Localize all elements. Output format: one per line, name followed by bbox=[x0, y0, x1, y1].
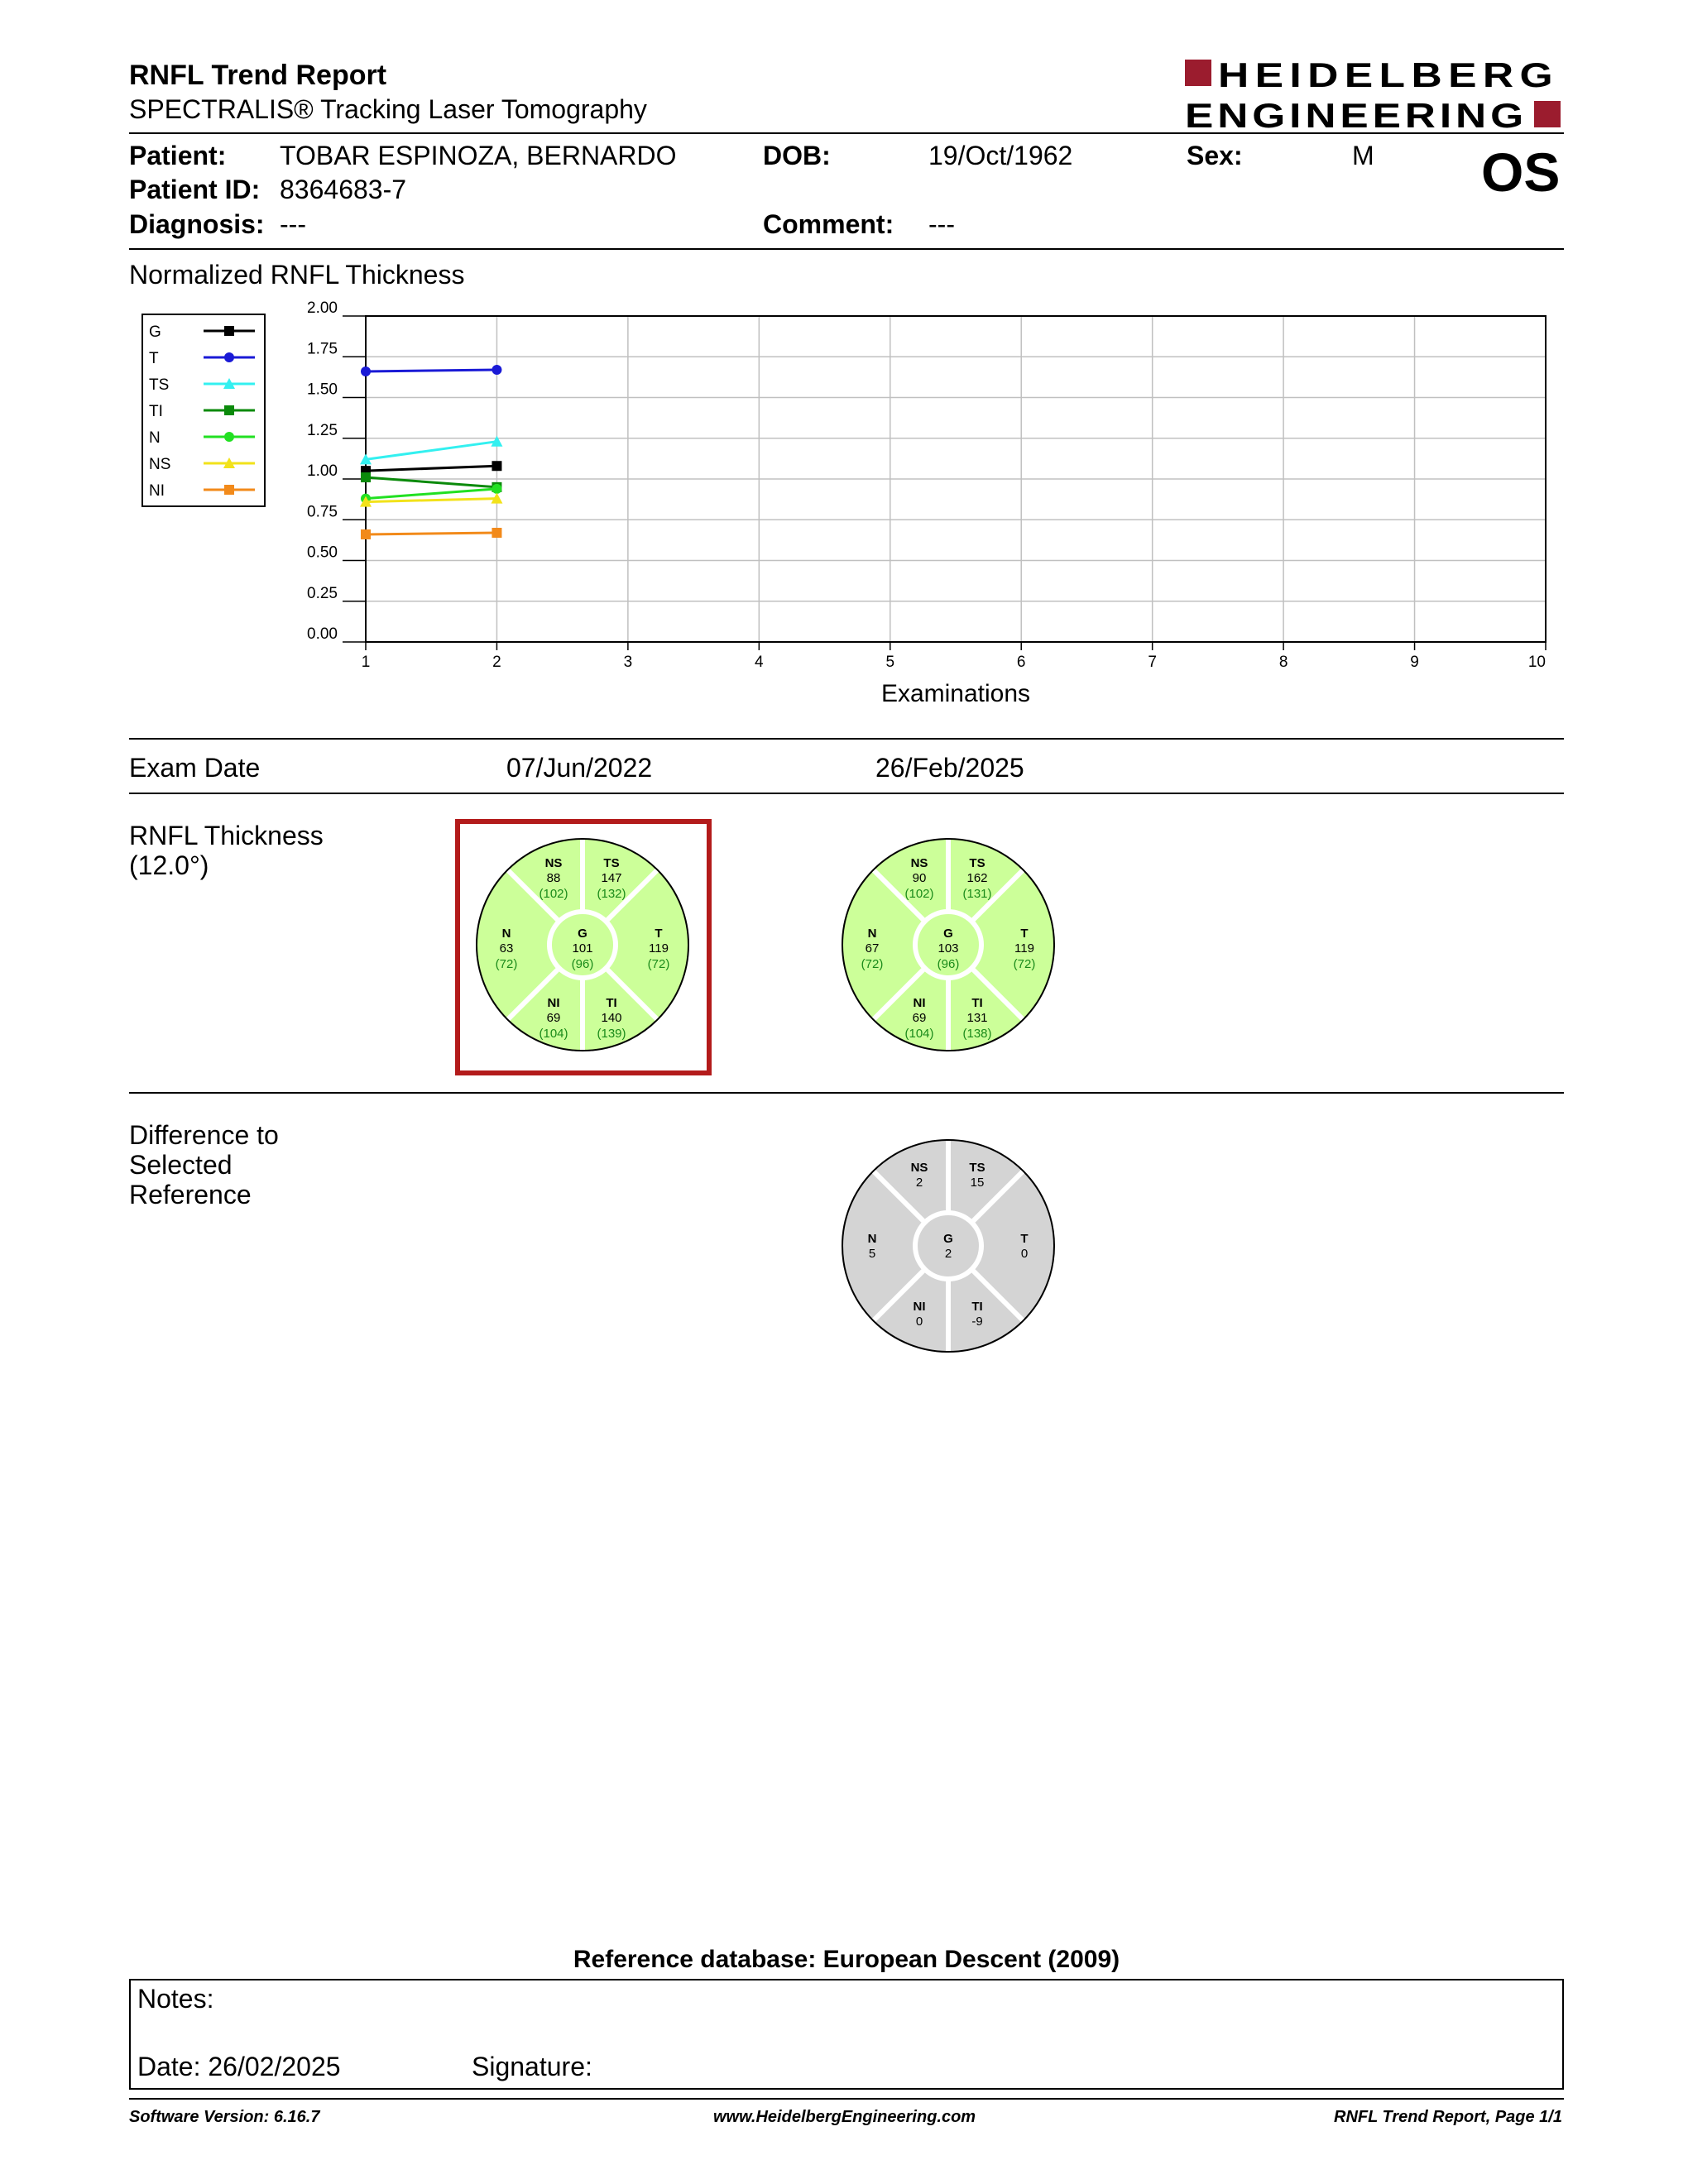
divider-chart bbox=[129, 738, 1564, 740]
dob-label: DOB: bbox=[763, 141, 831, 170]
exam-date-label: Exam Date bbox=[129, 753, 261, 783]
sector-TI-value: 131 bbox=[966, 1011, 988, 1025]
series-NI bbox=[361, 528, 501, 539]
diff-G-name: G bbox=[943, 1232, 953, 1246]
chart-y-ticks bbox=[307, 299, 366, 643]
notes-date: Date: 26/02/2025 bbox=[137, 2052, 341, 2081]
sector-T-ref: (72) bbox=[647, 957, 670, 971]
data-point-N bbox=[492, 484, 501, 494]
signature-label: Signature: bbox=[472, 2052, 592, 2081]
data-point-NI bbox=[492, 528, 501, 538]
rnfl-label-line1: RNFL Thickness bbox=[129, 821, 324, 850]
series-line-NI bbox=[366, 533, 496, 534]
legend-label-NS: NS bbox=[149, 456, 171, 473]
difference-label-line2: Selected bbox=[129, 1150, 233, 1180]
series-line-T bbox=[366, 370, 496, 371]
report-subtitle: SPECTRALIS® Tracking Laser Tomography bbox=[129, 94, 647, 124]
legend-label-G: G bbox=[149, 323, 161, 341]
divider-exam-date bbox=[129, 793, 1564, 794]
diff-G-value: 2 bbox=[944, 1247, 952, 1261]
legend-label-N: N bbox=[149, 429, 161, 447]
sector-G-name: G bbox=[578, 927, 587, 941]
x-tick-label: 9 bbox=[1410, 654, 1419, 671]
patient-name: TOBAR ESPINOZA, BERNARDO bbox=[280, 141, 677, 170]
divider-rnfl bbox=[129, 1092, 1564, 1094]
y-tick-label: 0.00 bbox=[307, 625, 338, 643]
sector-TS-ref: (131) bbox=[962, 887, 992, 901]
sector-TI-value: 140 bbox=[601, 1011, 622, 1025]
sex-value: M bbox=[1352, 141, 1374, 170]
sector-TS-name: TS bbox=[969, 856, 985, 870]
sector-TS-ref: (132) bbox=[597, 887, 626, 901]
x-tick-label: 5 bbox=[885, 654, 895, 671]
divider-patient bbox=[129, 248, 1564, 250]
rnfl-label-line2: (12.0°) bbox=[129, 850, 209, 880]
sector-NI-ref: (104) bbox=[539, 1027, 568, 1041]
sector-N-ref: (72) bbox=[495, 957, 518, 971]
sector-G-ref: (96) bbox=[571, 957, 594, 971]
chart-section-title: Normalized RNFL Thickness bbox=[129, 260, 465, 290]
series-T bbox=[361, 365, 501, 376]
exam-date-1: 07/Jun/2022 bbox=[506, 753, 653, 783]
sector-NI-name: NI bbox=[913, 996, 926, 1010]
diff-NS-value: 2 bbox=[915, 1176, 923, 1190]
logo-square-top bbox=[1185, 60, 1211, 86]
diff-T-name: T bbox=[1020, 1232, 1029, 1246]
series-line-NS bbox=[366, 499, 496, 502]
comment-label: Comment: bbox=[763, 209, 894, 239]
sector-NI-name: NI bbox=[547, 996, 560, 1010]
sector-G-value: 103 bbox=[938, 941, 959, 956]
diff-sector-TS bbox=[969, 1161, 985, 1190]
eye-label: OS bbox=[1481, 141, 1561, 203]
sector-TS-value: 162 bbox=[966, 871, 988, 885]
sector-NS-name: NS bbox=[910, 856, 928, 870]
rnfl-circle-exam-1[interactable] bbox=[473, 836, 692, 1054]
x-tick-label: 6 bbox=[1016, 654, 1026, 671]
difference-circle bbox=[839, 1137, 1057, 1355]
legend-marker-TI bbox=[224, 405, 234, 415]
data-point-G bbox=[492, 461, 501, 471]
logo-square-bottom bbox=[1534, 101, 1561, 127]
rnfl-circle-exam-2[interactable] bbox=[839, 836, 1057, 1054]
patient-id: 8364683-7 bbox=[280, 175, 407, 204]
sector-T-name: T bbox=[1020, 927, 1029, 941]
difference-label-line3: Reference bbox=[129, 1180, 252, 1209]
notes-label: Notes: bbox=[137, 1984, 214, 2014]
sector-NI-value: 69 bbox=[546, 1011, 561, 1025]
diff-N-name: N bbox=[867, 1232, 877, 1246]
dob-value: 19/Oct/1962 bbox=[928, 141, 1073, 170]
chart-series bbox=[360, 365, 502, 539]
sector-T-value: 119 bbox=[649, 941, 669, 956]
legend-marker-NI bbox=[224, 485, 234, 495]
y-tick-label: 0.75 bbox=[307, 503, 338, 521]
data-point-NI bbox=[361, 529, 371, 539]
diff-N-value: 5 bbox=[868, 1247, 876, 1261]
reference-database: Reference database: European Descent (2009) bbox=[573, 1946, 1120, 1973]
comment-value: --- bbox=[928, 209, 955, 239]
x-tick-label: 7 bbox=[1148, 654, 1157, 671]
x-tick-label: 1 bbox=[361, 654, 371, 671]
software-version: Software Version: 6.16.7 bbox=[129, 2108, 320, 2126]
sector-NI-value: 69 bbox=[912, 1011, 927, 1025]
x-tick-label: 10 bbox=[1527, 654, 1546, 671]
x-tick-label: 4 bbox=[755, 654, 764, 671]
sector-T-name: T bbox=[655, 927, 663, 941]
sector-NS-ref: (102) bbox=[539, 887, 568, 901]
y-tick-label: 1.25 bbox=[307, 421, 338, 439]
diagnosis-value: --- bbox=[280, 209, 306, 239]
chart-legend bbox=[142, 314, 265, 506]
diff-TI-value: -9 bbox=[971, 1315, 983, 1329]
x-tick-label: 3 bbox=[623, 654, 633, 671]
sector-NS-ref: (102) bbox=[904, 887, 934, 901]
sector-NS-value: 90 bbox=[912, 871, 927, 885]
logo-text-line2: ENGINEERING bbox=[1185, 96, 1527, 132]
legend-label-TS: TS bbox=[149, 376, 170, 394]
diff-T-value: 0 bbox=[1020, 1247, 1029, 1261]
diff-NI-name: NI bbox=[913, 1300, 926, 1314]
difference-label-line1: Difference to bbox=[129, 1120, 279, 1150]
data-point-T bbox=[361, 366, 371, 376]
sector-NS-name: NS bbox=[544, 856, 563, 870]
heidelberg-logo bbox=[1183, 58, 1566, 132]
chart-x-axis-label: Examinations bbox=[880, 680, 1031, 707]
logo-text-line1: HEIDELBERG bbox=[1218, 58, 1559, 94]
data-point-T bbox=[492, 365, 501, 375]
sector-N-value: 63 bbox=[499, 941, 514, 956]
report-title: RNFL Trend Report bbox=[129, 60, 387, 91]
diff-sector-G bbox=[943, 1232, 953, 1261]
sector-TI-ref: (138) bbox=[962, 1027, 992, 1041]
sector-TI-name: TI bbox=[971, 996, 983, 1010]
sector-N-ref: (72) bbox=[861, 957, 884, 971]
series-line-G bbox=[366, 466, 496, 471]
diff-NI-value: 0 bbox=[915, 1315, 923, 1329]
patient-id-label: Patient ID: bbox=[129, 175, 261, 204]
legend-marker-N bbox=[224, 432, 234, 442]
legend-label-NI: NI bbox=[149, 482, 165, 500]
sector-TS-name: TS bbox=[603, 856, 620, 870]
legend-marker-G bbox=[224, 326, 234, 336]
sector-TI-ref: (139) bbox=[597, 1027, 626, 1041]
page-number: RNFL Trend Report, Page 1/1 bbox=[1334, 2108, 1562, 2126]
legend-label-T: T bbox=[149, 350, 159, 367]
sector-TI-name: TI bbox=[606, 996, 617, 1010]
chart-grid bbox=[366, 316, 1546, 642]
chart-x-ticks bbox=[362, 642, 1546, 671]
sector-N-name: N bbox=[867, 927, 877, 941]
y-tick-label: 0.25 bbox=[307, 584, 338, 602]
trend-chart bbox=[124, 298, 1572, 711]
legend-label-TI: TI bbox=[149, 403, 163, 420]
series-line-TS bbox=[366, 442, 496, 460]
diagnosis-label: Diagnosis: bbox=[129, 209, 265, 239]
sector-TS-value: 147 bbox=[601, 871, 622, 885]
sector-NS-value: 88 bbox=[546, 871, 561, 885]
sector-N-name: N bbox=[501, 927, 511, 941]
sector-NI-ref: (104) bbox=[904, 1027, 934, 1041]
sector-T-ref: (72) bbox=[1013, 957, 1036, 971]
sex-label: Sex: bbox=[1187, 141, 1243, 170]
sector-N-value: 67 bbox=[865, 941, 880, 956]
legend-marker-T bbox=[224, 352, 234, 362]
notes-box[interactable] bbox=[129, 1979, 1564, 2090]
series-TS bbox=[360, 436, 502, 465]
divider-footer bbox=[129, 2098, 1564, 2100]
diff-TI-name: TI bbox=[971, 1300, 983, 1314]
divider-header bbox=[129, 132, 1564, 134]
diff-TS-value: 15 bbox=[970, 1176, 985, 1190]
website[interactable]: www.HeidelbergEngineering.com bbox=[713, 2108, 976, 2126]
exam-date-2: 26/Feb/2025 bbox=[875, 753, 1024, 783]
series-line-N bbox=[366, 489, 496, 499]
sector-T-value: 119 bbox=[1014, 941, 1034, 956]
y-tick-label: 1.75 bbox=[307, 340, 338, 358]
y-tick-label: 1.00 bbox=[307, 462, 338, 480]
diff-NS-name: NS bbox=[910, 1161, 928, 1175]
diff-sector-TI bbox=[971, 1300, 982, 1329]
y-tick-label: 0.50 bbox=[307, 544, 338, 562]
data-point-TI bbox=[361, 472, 371, 482]
diff-sector-T bbox=[1020, 1232, 1028, 1261]
series-G bbox=[361, 461, 501, 476]
y-tick-label: 1.50 bbox=[307, 381, 338, 399]
diff-sector-N bbox=[868, 1232, 877, 1261]
patient-label: Patient: bbox=[129, 141, 227, 170]
sector-G-ref: (96) bbox=[937, 957, 960, 971]
x-tick-label: 8 bbox=[1278, 654, 1288, 671]
sector-G-value: 101 bbox=[572, 941, 593, 956]
y-tick-label: 2.00 bbox=[307, 299, 338, 317]
sector-G-name: G bbox=[943, 927, 953, 941]
x-tick-label: 2 bbox=[492, 654, 501, 671]
diff-TS-name: TS bbox=[969, 1161, 985, 1175]
